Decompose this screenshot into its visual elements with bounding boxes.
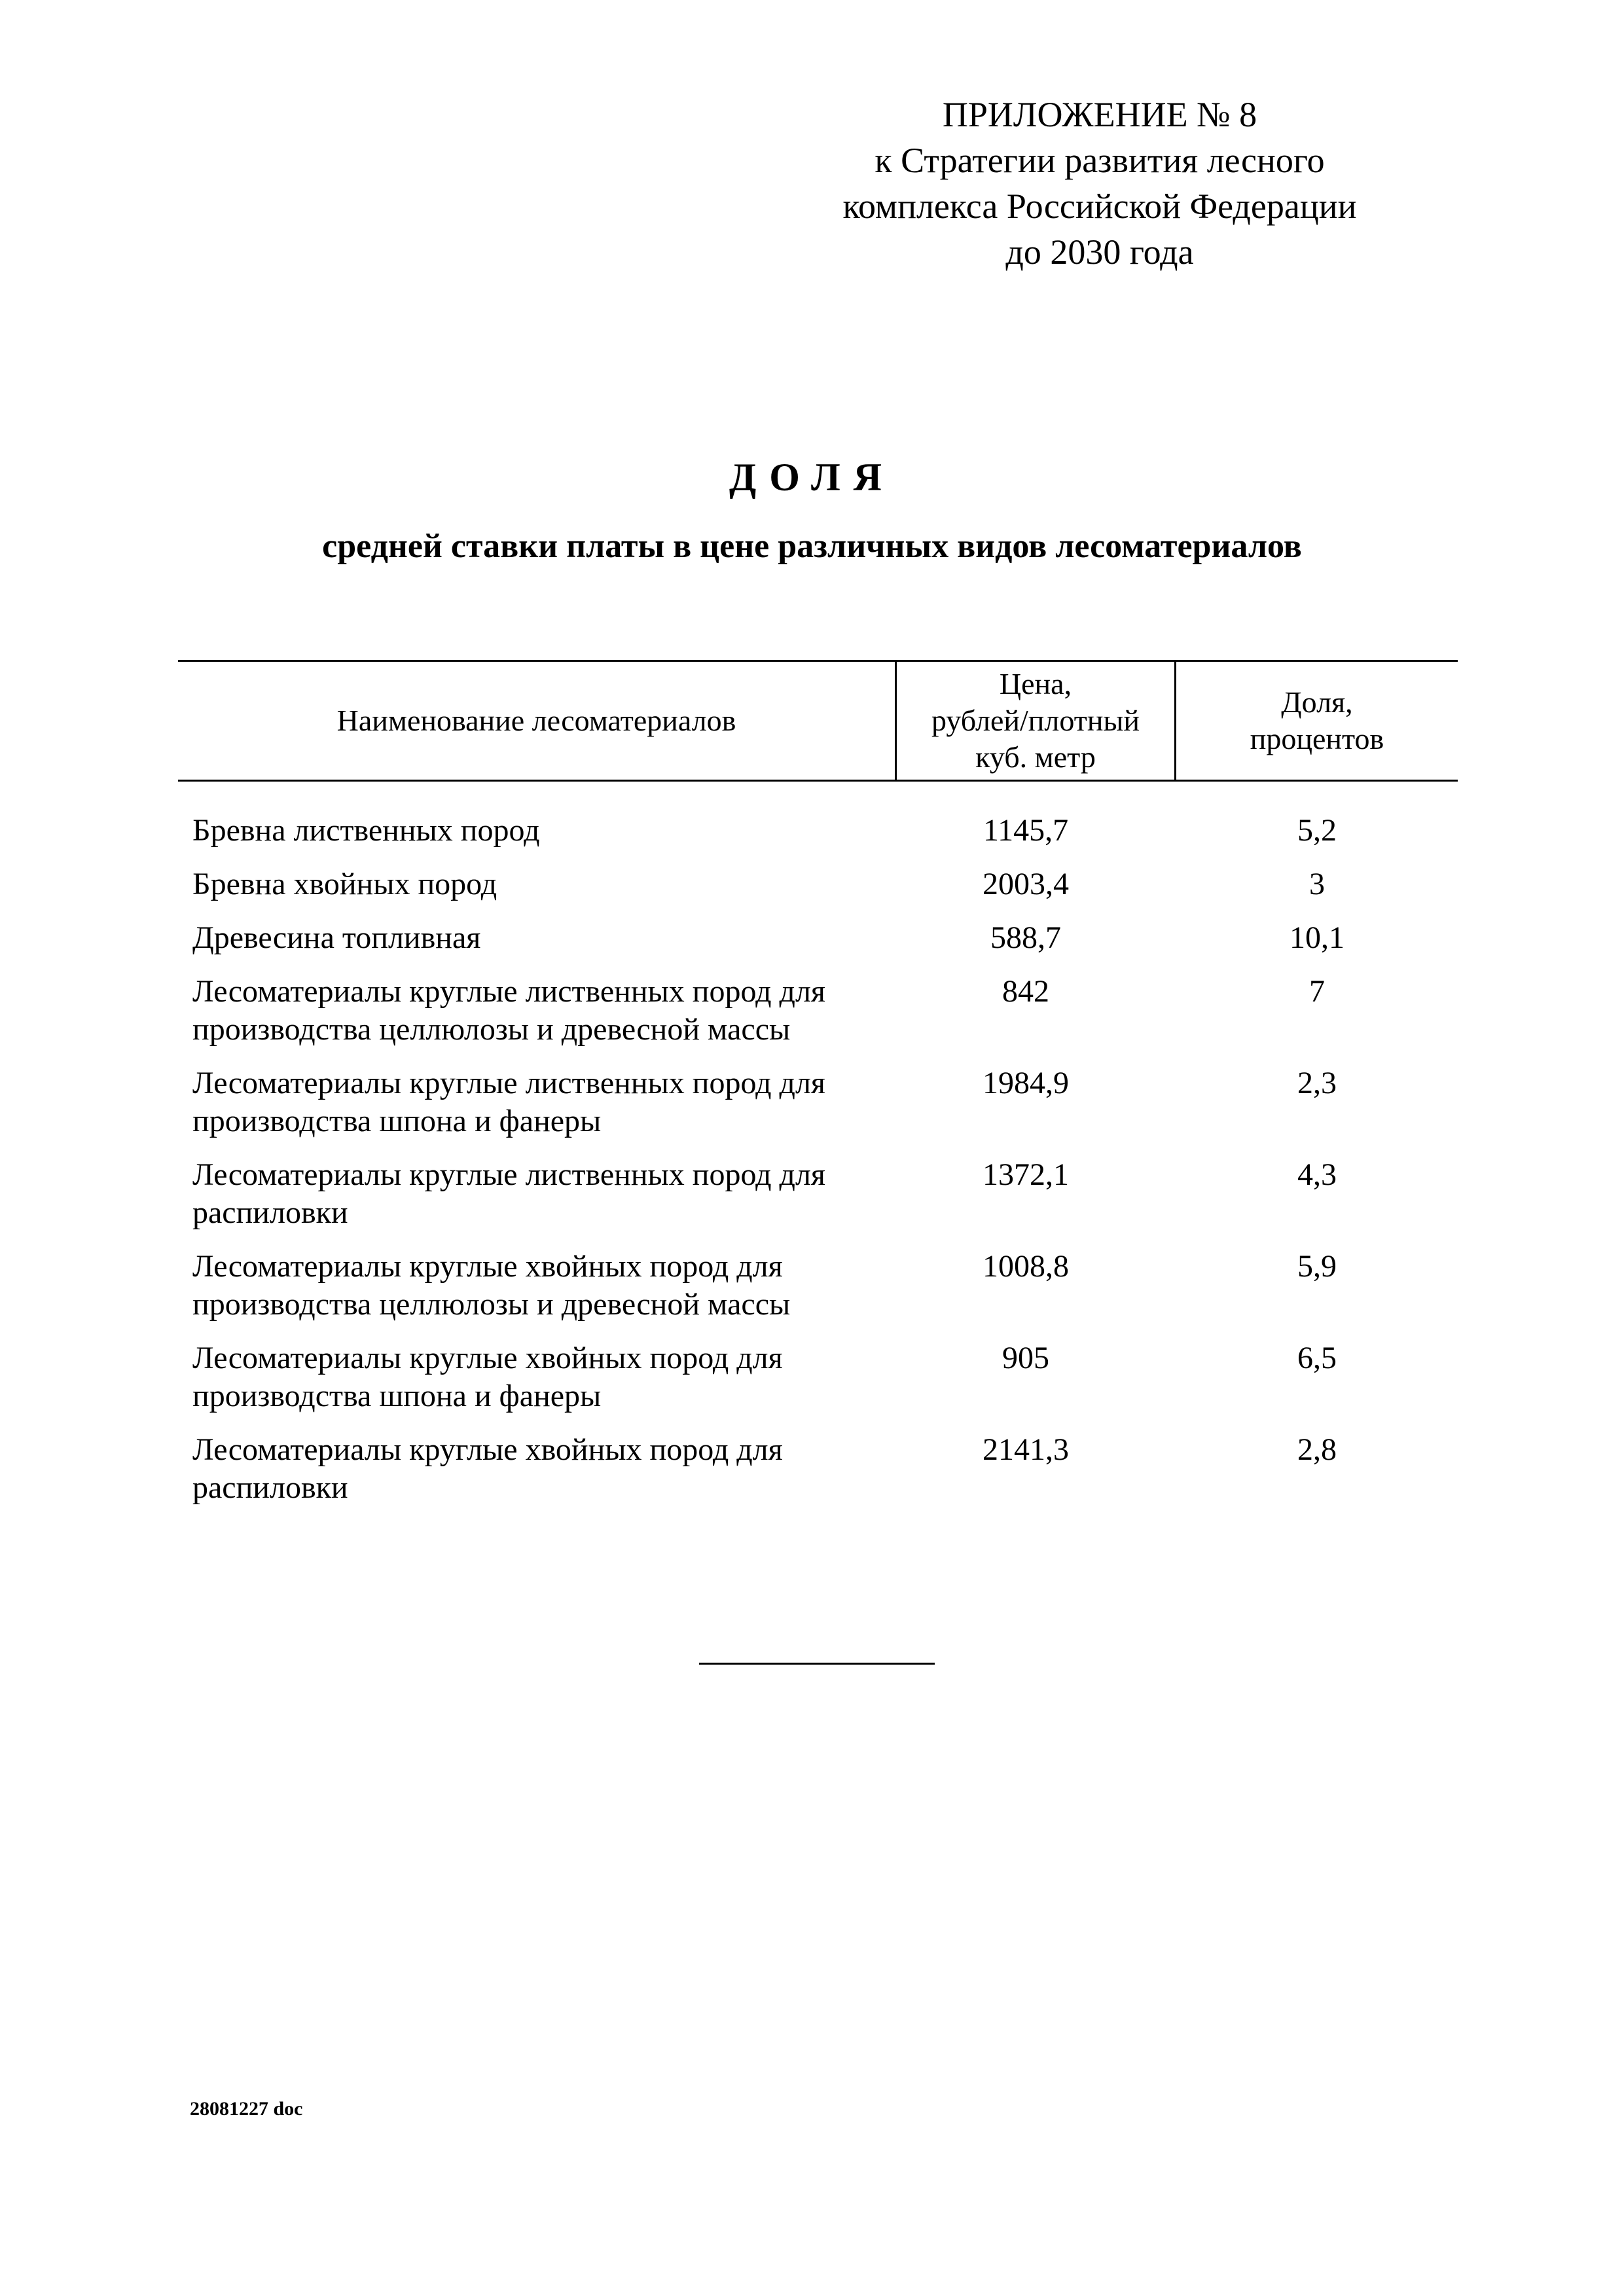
row-name xyxy=(192,1248,899,1324)
row-share: 6,5 xyxy=(1297,1341,1337,1375)
table-row xyxy=(178,1339,1458,1431)
row-name xyxy=(192,1339,899,1415)
row-price: 1008,8 xyxy=(983,1249,1069,1284)
row-name-line: Лесоматериалы круглые хвойных пород для xyxy=(192,1432,783,1467)
row-name-line: Бревна лиственных пород xyxy=(192,813,540,848)
row-name-line: распиловки xyxy=(192,1470,348,1505)
table-row xyxy=(178,919,1458,973)
appendix-strategy-line: к Стратегии развития лесного xyxy=(875,141,1325,180)
header-price xyxy=(895,662,1176,780)
row-share: 3 xyxy=(1309,867,1325,901)
row-name-line: Древесина топливная xyxy=(192,920,481,955)
row-name-line: Лесоматериалы круглые хвойных пород для xyxy=(192,1341,783,1375)
row-price: 905 xyxy=(1002,1341,1049,1375)
row-share: 5,2 xyxy=(1297,813,1337,848)
header-share xyxy=(1176,662,1458,780)
row-name xyxy=(192,1156,899,1232)
row-price: 2141,3 xyxy=(983,1432,1069,1467)
row-price: 1372,1 xyxy=(983,1157,1069,1192)
row-name-line: Лесоматериалы круглые лиственных пород для xyxy=(192,1157,825,1192)
header-price-line2: рублей/плотный xyxy=(931,704,1140,737)
row-share: 7 xyxy=(1309,974,1325,1009)
row-name-line: Лесоматериалы круглые лиственных пород для xyxy=(192,974,825,1009)
row-price: 1145,7 xyxy=(983,813,1069,848)
appendix-federation-line: комплекса Российской Федерации xyxy=(842,187,1357,226)
header-price-line1: Цена, xyxy=(999,667,1072,700)
page-subtitle: средней ставки платы в цене различных видов лесоматериалов xyxy=(322,528,1302,565)
appendix-block xyxy=(772,92,1427,275)
row-name xyxy=(192,812,899,850)
table-row xyxy=(178,973,1458,1064)
header-share-line2: процентов xyxy=(1250,722,1384,755)
row-share: 2,3 xyxy=(1297,1066,1337,1100)
row-share: 5,9 xyxy=(1297,1249,1337,1284)
row-share: 10,1 xyxy=(1290,920,1344,955)
row-name xyxy=(192,919,899,957)
row-name-line: производства целлюлозы и древесной массы xyxy=(192,1012,791,1047)
document-code: 28081227 doc xyxy=(190,2098,303,2120)
table-header xyxy=(178,660,1458,782)
row-name xyxy=(192,865,899,903)
row-price: 842 xyxy=(1002,974,1049,1009)
row-name xyxy=(192,973,899,1049)
row-name-line: производства шпона и фанеры xyxy=(192,1104,602,1138)
header-name xyxy=(178,662,895,780)
closing-divider xyxy=(699,1663,935,1665)
page-title: ДОЛЯ xyxy=(729,456,895,499)
header-price-line3: куб. метр xyxy=(975,740,1096,774)
row-name-line: Лесоматериалы круглые лиственных пород для xyxy=(192,1066,825,1100)
row-name-line: Бревна хвойных пород xyxy=(192,867,497,901)
row-name-line: распиловки xyxy=(192,1195,348,1230)
row-share: 2,8 xyxy=(1297,1432,1337,1467)
table-row xyxy=(178,1248,1458,1339)
row-price: 588,7 xyxy=(990,920,1061,955)
table-row xyxy=(178,865,1458,919)
header-name-label: Наименование лесоматериалов xyxy=(336,704,736,737)
table-row xyxy=(178,1431,1458,1523)
table-row xyxy=(178,1064,1458,1156)
appendix-number: ПРИЛОЖЕНИЕ № 8 xyxy=(942,95,1257,134)
row-price: 1984,9 xyxy=(983,1066,1069,1100)
table-row xyxy=(178,812,1458,865)
row-name-line: Лесоматериалы круглые хвойных пород для xyxy=(192,1249,783,1284)
table-body xyxy=(178,812,1458,1523)
row-name xyxy=(192,1064,899,1140)
appendix-year-line: до 2030 года xyxy=(1005,232,1194,272)
row-name xyxy=(192,1431,899,1507)
header-share-line1: Доля, xyxy=(1281,685,1353,719)
row-name-line: производства шпона и фанеры xyxy=(192,1379,602,1413)
row-share: 4,3 xyxy=(1297,1157,1337,1192)
row-name-line: производства целлюлозы и древесной массы xyxy=(192,1287,791,1322)
row-price: 2003,4 xyxy=(983,867,1069,901)
table-row xyxy=(178,1156,1458,1248)
